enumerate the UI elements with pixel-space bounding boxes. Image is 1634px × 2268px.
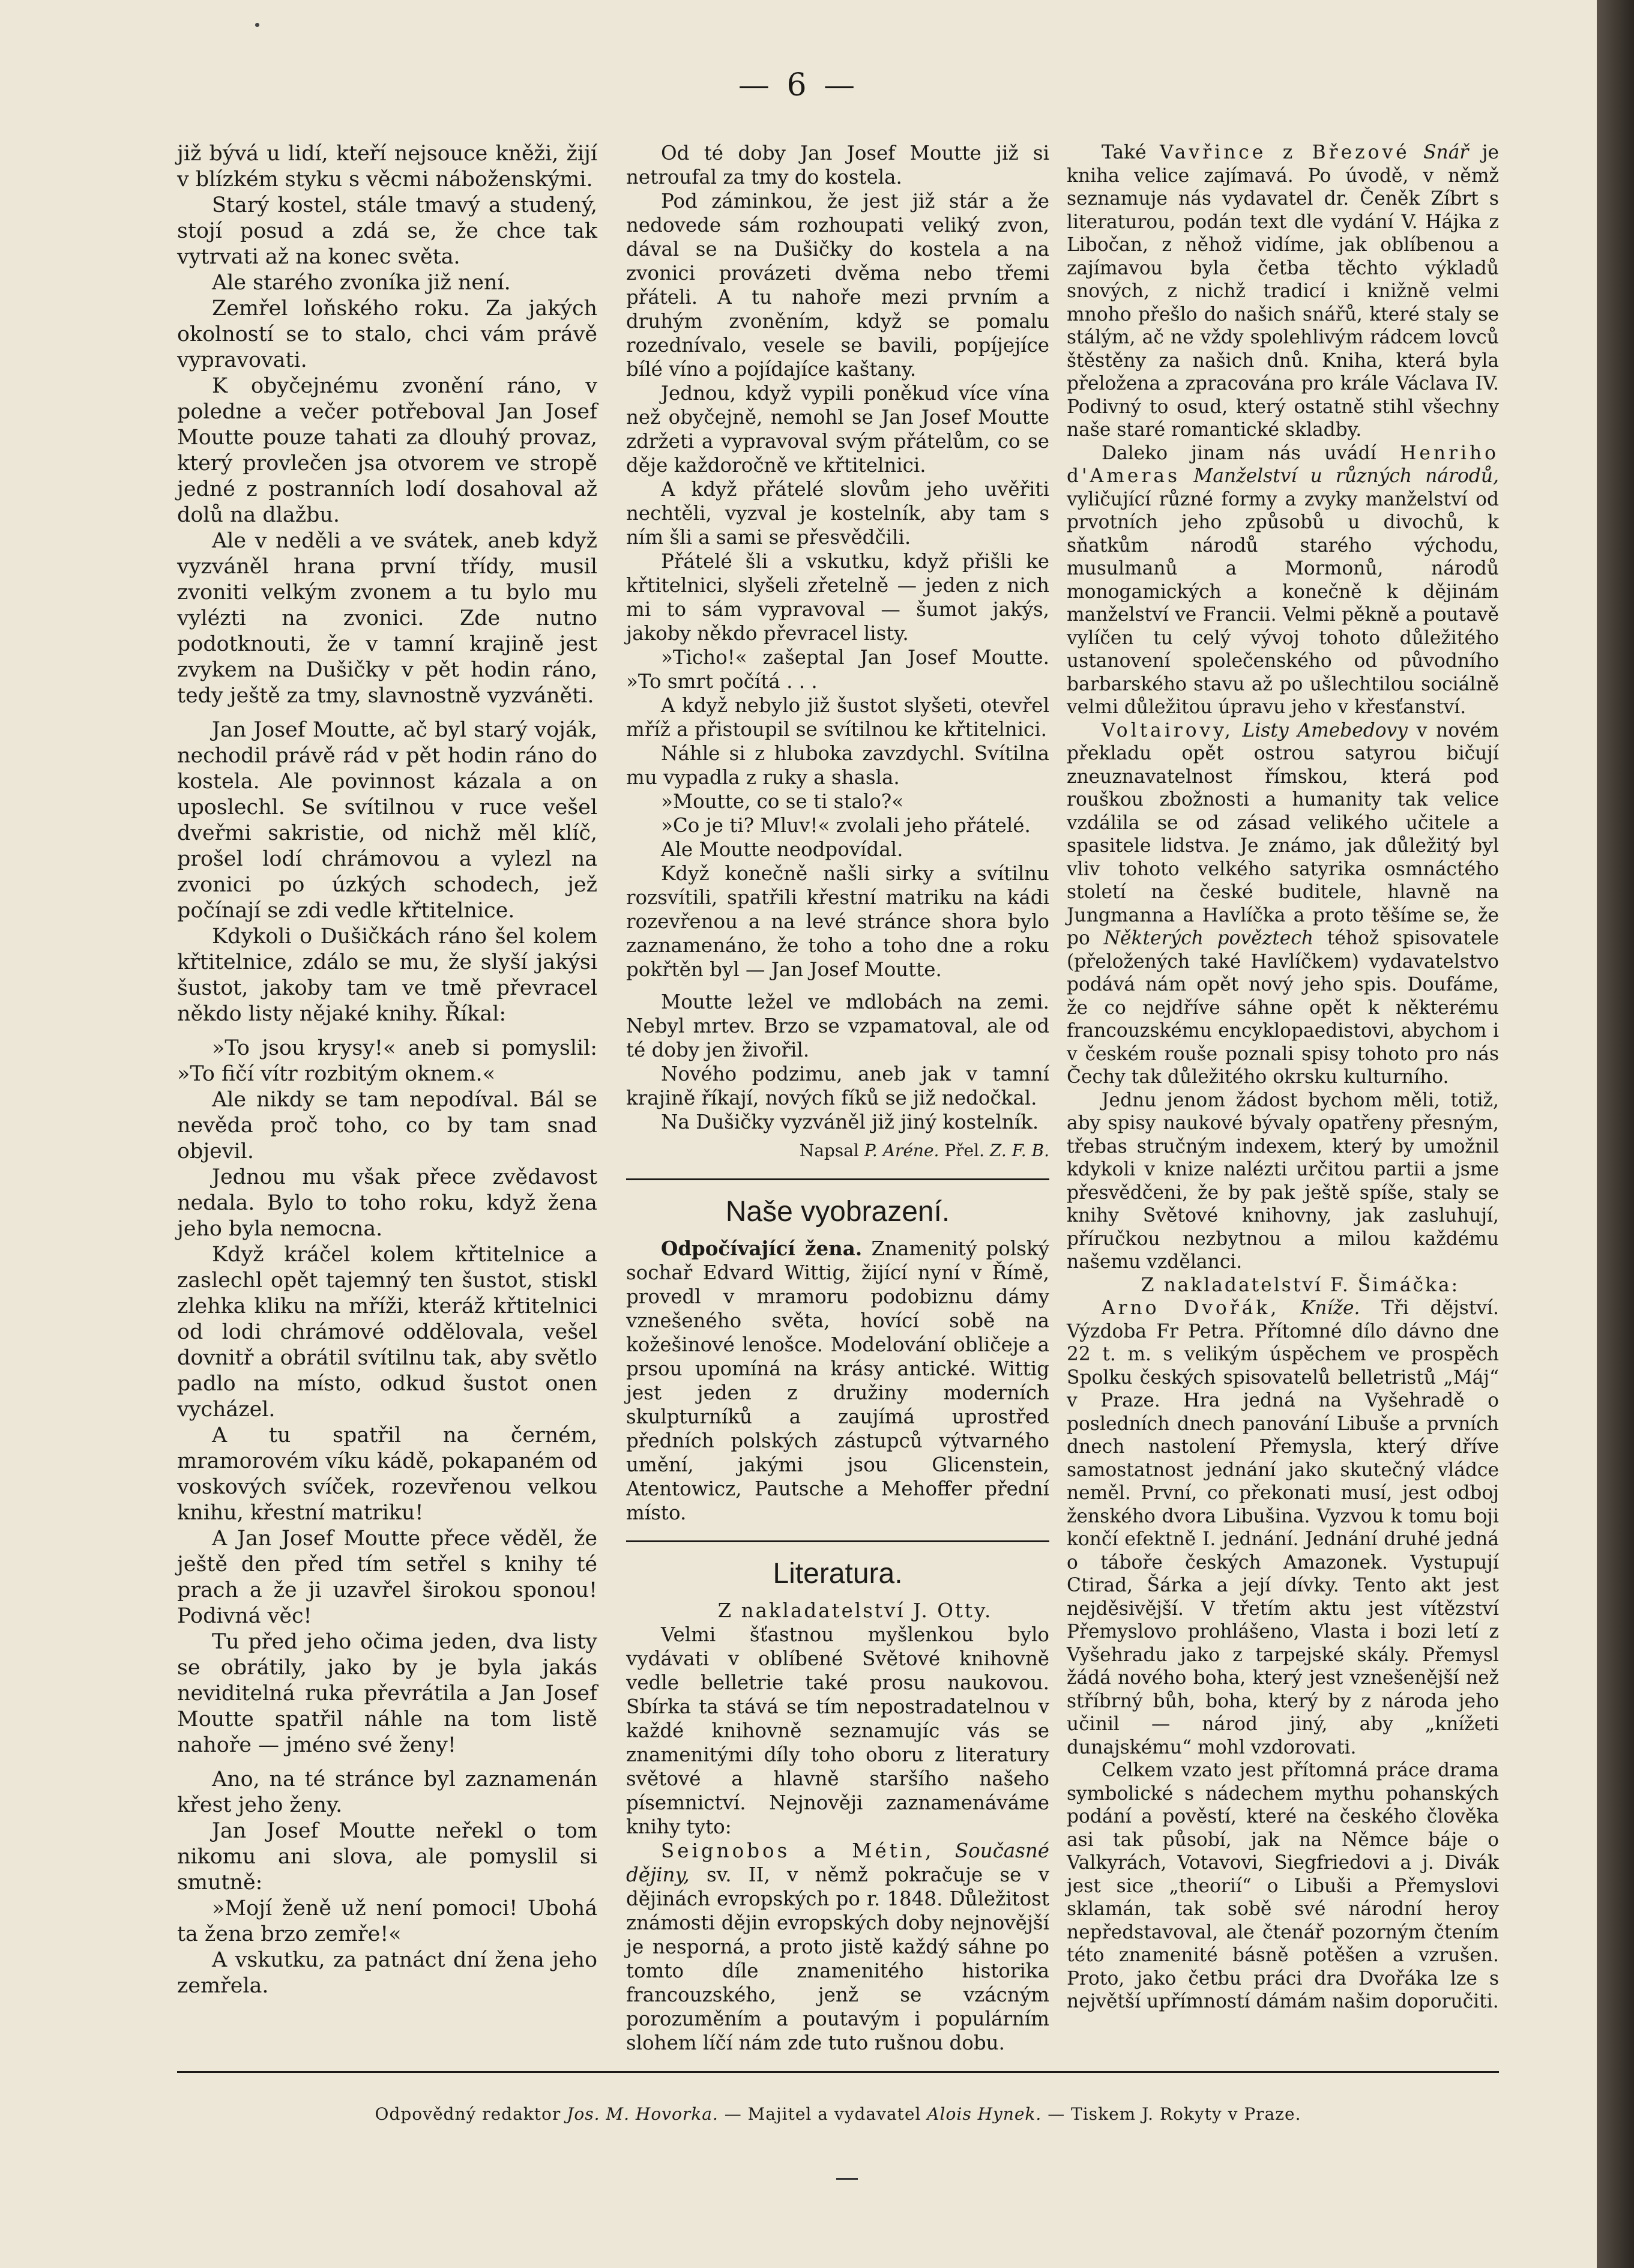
section-title-nase-vyobrazeni: Naše vyobrazení. [725,1196,950,1228]
paragraph: A Jan Josef Moutte přece věděl, že ještě den před tím setřel s knihy té prach a že ji uzavřel širokou sponou! Podivná věc! [177,1527,597,1628]
paragraph: »To jsou krysy!« aneb si pomyslil: »To fičí vítr rozbitým oknem.« [177,1036,597,1086]
publisher-heading: Z nakladatelství J. Otty. [717,1599,993,1622]
book-author: Voltairovy, [1102,719,1234,741]
signature-translator: Z. F. B. [989,1141,1049,1160]
paragraph: Ale v neděli a ve svátek, aneb když vyzváněl hrana první třídy, musil zvoniti velkým zvonem a tu bylo mu vylézti na zvonici. Zde nutno podotknouti, že v tamní krajině jest zvykem na Dušičky v pět hodin ráno, tedy ještě za tmy, slavnostně vyzváněti. [177,529,597,708]
paragraph: Ale Moutte neodpovídal. [661,838,903,861]
column-2 [626,141,1049,2055]
paragraph: již bývá u lidí, kteří nejsouce kněži, žijí v blízkém styku s věcmi náboženskými. [177,142,597,192]
artwork-description: Znamenitý polský sochař Edvard Wittig, žijící nyní v Římě, provedl v mramoru podobiznu dámy vznešeného světa, hovící sobě na kožešinové lenošce. Modelování obličeje a prsou upomíná na krásy antické. Wittig jest jeden z družiny moderních skulpturníků a zaujímá uprostřed předních polských zástupců výtvarného umění, jakými jsou Glicenstein, Atentowicz, Pautsche a Mehoffer přední místo. [626,1237,1049,1524]
paragraph: Jednou mu však přece zvědavost nedala. Bylo to toho roku, když žena jeho byla nemocna. [177,1165,597,1241]
imprint-footer [177,2104,1499,2124]
book-review: sv. II, v němž pokračuje se v dějinách evropských po r. 1848. Důležitost známosti dějin evropských doby nejnovější je nesporná, a proto jistě každý sáhne po tomto díle znamenitého historika francouzského, jenž se vzácným porozuměním a poutavým i populárním slohem líčí nám zde tuto rušnou dobu. [626,1863,1049,2054]
publisher-name: Alois Hynek. [927,2104,1042,2124]
paragraph: Ano, na té stránce byl zaznamenán křest jeho ženy. [177,1767,597,1817]
paragraph: K obyčejnému zvonění ráno, v poledne a večer potřeboval Jan Josef Moutte pouze tahati za dlouhý provaz, který provlečen jsa otvorem ve stropě jedné z postranních lodí dosahoval až dolů na dlažbu. [177,374,597,527]
paragraph [1067,442,1499,719]
paragraph: Zemřel loňského roku. Za jakých okolností se to stalo, chci vám právě vypravovati. [177,297,597,372]
intro-word: Také [1102,142,1147,163]
book-review: vyličující různé formy a zvyky manželství od prvotních jeho způsobů u divochů, k sňatkům národů starého východu, musulmanů a Mormonů, národů monogamických a konečně k dějinám manželství ve Francii. Velmi pěkně a poutavě vylíčen tu celý vývoj tohoto důležitého ustanovení společenského od původního barbarského stavu až po ušlechtilou sociálně velmi důležitou úpravu jeho v křesťanství. [1067,488,1499,718]
paragraph: Ale nikdy se tam nepodíval. Bál se nevěda proč toho, co by tam snad objevil. [177,1088,597,1163]
book-title: Snář [1423,142,1469,163]
paragraph: Velmi šťastnou myšlenkou bylo vydávati v oblíbené Světové knihovně vedle belletrie také prosu naukovou. Sbírka ta stává se tím nepostradatelnou v každé knihovně seznamujíc vás se znamenitými díly toho oboru z literatury světové a hlavně staršího našeho písemnictví. Nejnověji zaznamenáváme knihy tyto: [626,1623,1049,1838]
intro-phrase: Daleko jinam nás uvádí [1102,442,1376,464]
footer-divider [177,2071,1499,2073]
book-review: je kniha velice zajímavá. Po úvodě, v němž seznamuje nás vydavatel dr. Čeněk Zíbrt s literaturou, podán text dle vydání V. Hájka z Libočan, z něhož vidíme, jak oblíbenou a zajímavou byla četba těchto výkladů snových, z nichž tradicí i knižně velmi mnoho přešlo do našich snářů, které staly se stálým, ač ne vždy spolehlivým rádcem lovců štěstěny za našich dnů. Kniha, která byla přeložena a zpracována pro krále Václava IV. Podivný to osud, který ostatně stihl všechny naše staré romantické skladby. [1067,142,1499,441]
book-author: Henriho d'Ameras [1067,442,1500,487]
publisher-heading: Z nakladatelství F. Šimáčka: [1141,1274,1460,1296]
book-review: téhož spisovatele (přeložených také Havlíčkem) vydavatelstvo podává nám opět nový jeho spis. Doufáme, že co nejdříve sáhne opět k některému francouzskému encyklopaedistovi, abychom i v českém rouše poznali spisy tohoto pro nás Čechy tak důležitého okrsku kulturního. [1067,927,1499,1088]
book-title: Manželství u různých národů, [1193,465,1499,487]
paragraph: Celkem vzato jest přítomná práce drama symbolické s nádechem mythu pohanských podání a pověstí, které na českého člověka asi tak působí, jak na Němce báje o Valkyrách, Votavovi, Siegfriedovi a j. Divák jest sice „theorií“ o Libuši a Přemyslovi sklamán, tak sobě své národní heroy nepředstavoval, ale čtenář pozorným čtením této znamenité básně potěšen a vzrušen. Proto, jako četbu práci dra Dvořáka lze s největší upřímností dámám našim doporučiti. [1067,1760,1499,2012]
paragraph: Ale starého zvoníka již není. [212,271,511,295]
paragraph: »Mojí ženě už není pomoci! Ubohá ta žena brzo zemře!« [177,1896,597,1946]
paragraph: Na Dušičky vyzváněl již jiný kostelník. [661,1111,1039,1133]
paragraph [626,1237,1049,1525]
paragraph: A když nebylo již šustot slyšeti, otevřel mříž a přistoupil se svítilnou ke křtitelnici. [626,694,1049,741]
paragraph: »Moutte, co se ti stalo?« [661,790,904,813]
paragraph: Starý kostel, stále tmavý a studený, stojí posud a zdá se, že chce tak vytrvati až na konec světa. [177,193,597,269]
ink-mark [836,2178,858,2180]
section-divider [626,1178,1049,1180]
paragraph: Moutte ležel ve mdlobách na zemi. Nebyl mrtev. Brzo se vzpamatoval, ale od té doby jen živořil. [626,991,1049,1061]
printer-credit: — Tiskem J. Rokyty v Praze. [1048,2104,1301,2124]
book-authors: Seignobos a Métin, [661,1839,935,1862]
book-review: v novém překladu opět ostrou satyrou bičují zneuznavatelnost římskou, která pod rouškou zbožnosti a humanity tak velice vzdálila se od zásad velikého učitele a spasitele lidstva. Je známo, jak důležitý byl vliv tohoto velkého satyrika osmnáctého století na české buditele, hlavně na Jungmanna a Havlíčka a proto těšíme se, že po [1067,719,1499,949]
paragraph: Když konečně našli sirky a svítilnu rozsvítili, spatřili křestní matriku na kádi rozevřenou a na levé stránce shora bylo zaznamenáno, že toho a toho dne a roku pokřtěn byl — Jan Josef Moutte. [626,862,1049,981]
signature-author: P. Aréne. [864,1141,939,1160]
book-author: Arno Dvořák, [1102,1297,1280,1319]
page-edge-shadow [1597,0,1634,2268]
signature-translated-label: Přel. [944,1141,984,1160]
column-1 [177,141,597,1999]
story-signature [626,1139,1049,1163]
paragraph: Náhle si z hluboka zavzdychl. Svítilna mu vypadla z ruky a shasla. [626,742,1049,789]
artwork-title: Odpočívající žena. [661,1237,863,1260]
paragraph: A tu spatřil na černém, mramorovém víku kádě, pokapaném od voskových svíček, rozevřenou velkou knihu, křestní matriku! [177,1423,597,1525]
paragraph: Tu před jeho očima jeden, dva listy se obrátily, jako by je byla jakás neviditelná ruka převrátila a Jan Josef Moutte spatřil náhle na tom listě nahoře — jméno své ženy! [177,1630,597,1757]
book-title: Některých pověztech [1103,927,1313,949]
paragraph: »Co je ti? Mluv!« zvolali jeho přátelé. [661,814,1031,837]
paragraph: »Ticho!« zašeptal Jan Josef Moutte. »To smrt počítá . . . [626,646,1049,693]
signature-label: Napsal [799,1141,859,1160]
paragraph: Jednou, když vypili poněkud více vína než obyčejně, nemohl se Jan Josef Moutte zdržeti a vypravoval svým přátelům, co se děje každoročně ve křtitelnici. [626,382,1049,477]
editor-name: Jos. M. Hovorka. [567,2104,719,2124]
editor-label: Odpovědný redaktor [375,2104,561,2124]
paragraph: Jednu jenom žádost bychom měli, totiž, aby spisy naukové bývaly opatřeny přesným, třebas stručným indexem, který by umožnil kdykoli v knize nalézti určitou partii a jsme přesvědčeni, že by pak ještě spíše, staly se knihy Světové knihovny, jak zasluhují, příručkou nezbytnou a milou každému našemu vzdělanci. [1067,1089,1499,1273]
page-number: — 6 — [738,67,859,103]
paragraph: Jan Josef Moutte, ač byl starý voják, nechodil právě rád v pět hodin ráno do kostela. Ale povinnost kázala a on uposlechl. Se svítilnou v ruce vešel dveřmi sakristie, od nichž měl klíč, prošel lodí chrámovou a vylezl na zvonici po úzkých schodech, jež počínají se zdi vedle křtitelnice. [177,718,597,923]
paragraph: Přátelé šli a vskutku, když přišli ke křtitelnici, slyšeli zřetelně — jeden z nich mi to sám vypravoval — šumot jakýs, jakoby někdo převracel listy. [626,550,1049,645]
paragraph: Jan Josef Moutte neřekl o tom nikomu ani slova, ale pomyslil si smutně: [177,1819,597,1895]
book-title: Kníže. [1300,1297,1360,1319]
paragraph: Nového podzimu, aneb jak v tamní krajině říkají, nových fíků se již nedočkal. [626,1063,1049,1109]
paragraph: A vskutku, za patnáct dní žena jeho zemřela. [177,1948,597,1998]
column-3 [1067,141,1499,2013]
book-title: Současné dějiny, [626,1839,1049,1886]
paragraph: Od té doby Jan Josef Moutte již si netroufal za tmy do kostela. [626,142,1049,188]
book-author: Vavřince z Březové [1160,142,1410,163]
paragraph [1067,141,1499,442]
book-title: Listy Amebedovy [1242,719,1408,741]
paragraph: Když kráčel kolem křtitelnice a zaslechl opět tajemný ten šustot, stiskl zlehka kliku na mříži, kteráž křtitelnici od lodi chrámové oddělovala, vešel dovnitř a obrátil svítilnu tak, aby světlo padlo na místo, odkud šustot onen vycházel. [177,1243,597,1422]
paragraph: A když přátelé slovům jeho uvěřiti nechtěli, vyzval je kostelník, aby tam s ním šli a sami se přesvědčili. [626,478,1049,549]
paragraph: Pod záminkou, že jest již stár a že nedovede sám rozhoupati veliký zvon, dával se na Dušičky do kostela a na zvonici provázeti dvěma nebo třemi přáteli. A tu nahoře mezi prvním a druhým zvoněním, když se pomalu rozednívalo, vesele se bavili, popíjejíce bílé víno a pojídajíce kaštany. [626,190,1049,381]
paragraph [1067,1297,1499,1759]
book-review: Tři dějství. Výzdoba Fr Petra. Přítomné dílo dávno dne 22 t. m. s velikým úspěchem ve prospěch Spolku českých spisovatelů belletristů „Máj“ v Praze. Hra jedná na Vyšehradě o posledních dnech panování Libuše a prvních dnech nastolení Přemysla, který dříve samostatnost jednání jako skutečný vládce neměl. První, co překonati musí, jest odboj ženského dvora Libušina. Vyzvou k tomu boji končí efektně I. jednání. Jednání druhé jedná o táboře českých Amazonek. Vystupují Ctirad, Šárka a její dívky. Tento akt jest nejděsivější. V třetím aktu jest vítězství Přemyslovo prohlášeno, Vlasta i bozi letí z Vyšehradu jako z tarpejské skály. Přemysl žádá nového boha, který jest vznešenější než stříbrný bůh, boha, který by z národa jeho učinil — národ jiný, aby „knížeti dunajskému“ mohl vzdorovati. [1067,1297,1499,1758]
paragraph: Kdykoli o Dušičkách ráno šel kolem křtitelnice, zdálo se mu, že slyší jakýsi šustot, jakoby tam ve tmě převracel někdo listy nějaké knihy. Říkal: [177,924,597,1026]
section-title-literatura: Literatura. [773,1558,903,1590]
paragraph [1067,719,1499,1089]
ink-speck [255,23,259,27]
section-divider [626,1540,1049,1542]
publisher-label: — Majitel a vydavatel [724,2104,921,2124]
paragraph [626,1839,1049,2055]
